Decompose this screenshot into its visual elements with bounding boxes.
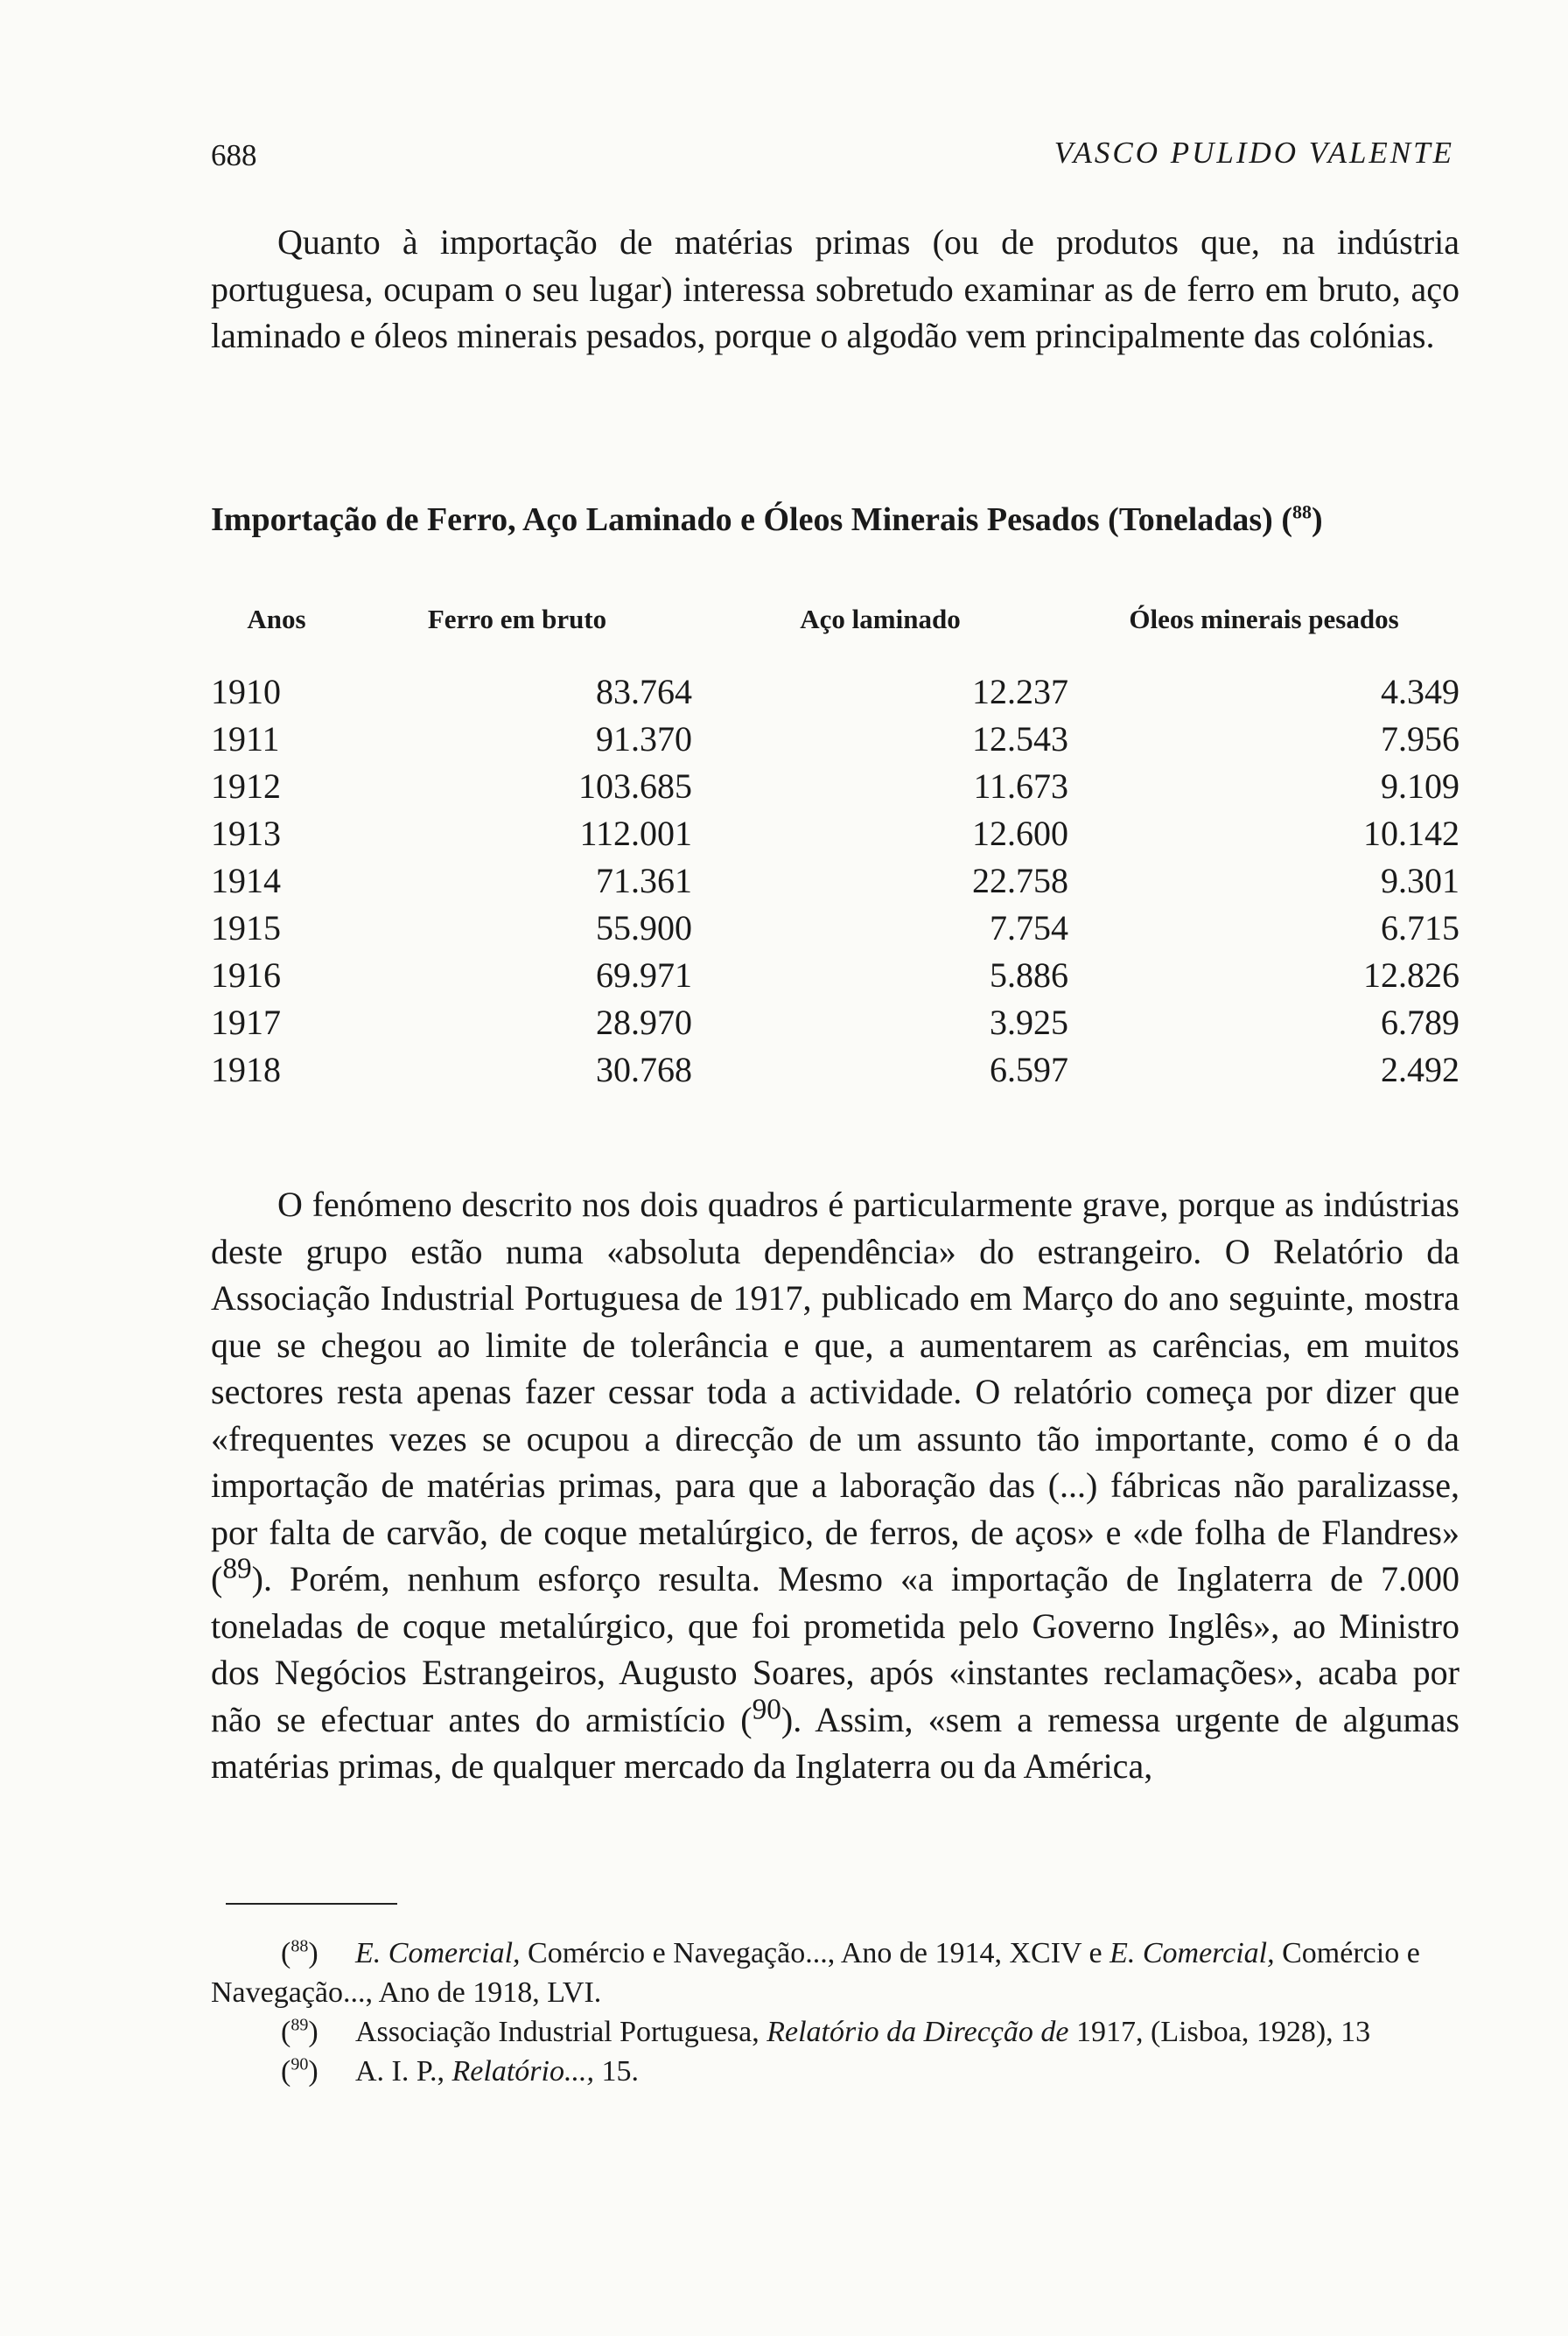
cell-aco: 5.886 [990, 955, 1068, 995]
cell-ferro: 55.900 [596, 908, 692, 948]
footnote-ref-89: 89 [222, 1552, 252, 1585]
cell-ferro: 91.370 [596, 719, 692, 759]
cell-ferro: 103.685 [578, 766, 692, 806]
footnote-text: Comércio e Navegação..., Ano de 1918, LVI. [211, 1937, 1420, 2009]
header-oleos: Óleos minerais pesados [1129, 604, 1399, 634]
cell-aco: 12.237 [972, 672, 1068, 711]
cell-oleos: 9.301 [1381, 861, 1460, 900]
table-row [211, 857, 1460, 905]
cell-oleos: 7.956 [1381, 719, 1460, 759]
cell-year: 1913 [211, 814, 281, 853]
footnote-text: A. I. P., [355, 2055, 452, 2088]
footnote-89 [211, 2012, 1471, 2052]
cell-ferro: 30.768 [596, 1050, 692, 1089]
cell-oleos: 12.826 [1363, 955, 1460, 995]
table-row [211, 763, 1460, 810]
footnote-text: 15. [593, 2055, 639, 2088]
cell-ferro: 112.001 [579, 814, 692, 853]
footnote-number: ($^{90}$) [281, 2054, 318, 2088]
cell-aco: 3.925 [990, 1003, 1068, 1042]
table-row [211, 668, 1460, 716]
cell-aco: 7.754 [990, 908, 1068, 948]
footnote-88 [211, 1934, 1471, 2012]
paragraph-intro: Quanto à importação de matérias primas (ou de produtos que, na indústria portuguesa, ocupam o seu lugar) interessa sobretudo examinar as de ferro em bruto, aço laminado e óleos minerais pesados, porque o algodão vem principalmente das colónias. [211, 222, 1460, 355]
header-aco: Aço laminado [800, 604, 961, 634]
table-row [211, 716, 1460, 763]
footnotes [211, 1934, 1471, 2091]
cell-aco: 12.600 [972, 814, 1068, 853]
footnote-text: 1917, (Lisboa, 1928), 13 [1068, 2016, 1371, 2048]
footnote-90 [211, 2052, 1471, 2091]
table-title: Importação de Ferro, Aço Laminado e Óleos Minerais Pesados (Toneladas) ($^{88}$) [211, 500, 1323, 538]
cell-year: 1918 [211, 1050, 281, 1089]
cell-oleos: 6.789 [1381, 1003, 1460, 1042]
cell-aco: 22.758 [972, 861, 1068, 900]
cell-year: 1917 [211, 1003, 281, 1042]
footnote-rule [226, 1903, 397, 1905]
footnote-italic: Relatório da Direcção de [766, 2016, 1069, 2048]
cell-oleos: 9.109 [1381, 766, 1460, 806]
cell-ferro: 28.970 [596, 1003, 692, 1042]
cell-oleos: 6.715 [1381, 908, 1460, 948]
paragraph-body-part1: O fenómeno descrito nos dois quadros é particularmente grave, porque as indústrias deste grupo estão numa «absoluta dependência» do estrangeiro. O Relatório da Associação Industrial Portuguesa de 1917, publicado em Março do ano seguinte, mostra que se chegou ao limite de tolerância e que, a aumentarem as carências, em muitos sectores resta apenas fazer cessar toda a actividade. O relatório começa por dizer que «frequentes vezes se ocupou a direcção de um assunto tão importante, como é o da importação de matérias primas, para que a laboração das (...) fábricas não paralizasse, por falta de carvão, de coque metalúrgico, de ferros, de aços» e «de folha de Flandres» [211, 1185, 1460, 1552]
cell-oleos: 2.492 [1381, 1050, 1460, 1089]
cell-year: 1912 [211, 766, 281, 806]
paragraph-body-part2: . Porém, nenhum esforço resulta. Mesmo «a importação de Inglaterra de 7.000 toneladas de coque metalúrgico, que foi prometida pelo Governo Inglês», ao Ministro dos Negócios Estrangeiros, Augusto Soares, após «instantes reclamações», acaba por não se efectuar antes do armistício [211, 1559, 1460, 1739]
cell-ferro: 71.361 [596, 861, 692, 900]
header-ferro: Ferro em bruto [427, 604, 607, 634]
paragraph-body-part3: . Assim, «sem a remessa urgente de algumas matérias primas, de qualquer mercado da Inglaterra ou da América, [211, 1699, 1460, 1786]
cell-year: 1916 [211, 955, 281, 995]
cell-aco: 12.543 [972, 719, 1068, 759]
cell-year: 1910 [211, 672, 281, 711]
cell-aco: 11.673 [973, 766, 1068, 806]
table-row [211, 1046, 1460, 1094]
paragraph-body: O fenómeno descrito nos dois quadros é particularmente grave, porque as indústrias deste grupo estão numa «absoluta dependência» do estrangeiro. O Relatório da Associação Industrial Portuguesa de 1917, publicado em Março do ano seguinte, mostra que se chegou ao limite de tolerância e que, a aumentarem as carências, em muitos sectores resta apenas fazer cessar toda a actividade. O relatório começa por dizer que «frequentes vezes se ocupou a direcção de um assunto tão importante, como é o da importação de matérias primas, para que a laboração das (...) fábricas não paralizasse, por falta de carvão, de coque metalúrgico, de ferros, de aços» e «de folha de Flandres» ($^{89}$). Porém, nenhum esforço resulta. Mesmo «a importação de Inglaterra de 7.000 toneladas de coque metalúrgico, que foi prometida pelo Governo Inglês», ao Ministro dos Negócios Estrangeiros, Augusto Soares, após «instantes reclamações», acaba por não se efectuar antes do armistício ($^{90}$). Assim, «sem a remessa urgente de algumas matérias primas, de qualquer mercado da Inglaterra ou da América, [211, 1185, 1460, 1786]
table-row [211, 952, 1460, 999]
cell-ferro: 69.971 [596, 955, 692, 995]
table-title-text: Importação de Ferro, Aço Laminado e Óleos Minerais Pesados (Toneladas) [211, 501, 1273, 538]
page-number: 688 [211, 138, 257, 172]
import-table [211, 604, 1460, 1094]
footnote-italic: Relatório..., [452, 2055, 594, 2088]
footnote-number: ($^{88}$) [281, 1936, 318, 1969]
running-head: VASCO PULIDO VALENTE [1054, 136, 1454, 170]
footnote-ref-90: 90 [752, 1693, 781, 1726]
table-row [211, 999, 1460, 1046]
header-anos: Anos [247, 604, 306, 634]
table-row [211, 810, 1460, 857]
cell-oleos: 4.349 [1381, 672, 1460, 711]
cell-oleos: 10.142 [1363, 814, 1460, 853]
footnote-number: ($^{89}$) [281, 2015, 318, 2048]
footnote-text: Comércio e Navegação..., Ano de 1914, XCIV e [520, 1937, 1110, 1969]
footnote-italic: E. Comercial, [1110, 1937, 1275, 1969]
cell-year: 1915 [211, 908, 281, 948]
footnote-italic: E. Comercial, [355, 1937, 521, 1969]
footnote-text: Associação Industrial Portuguesa, [355, 2016, 767, 2048]
cell-ferro: 83.764 [596, 672, 692, 711]
cell-aco: 6.597 [990, 1050, 1068, 1089]
cell-year: 1914 [211, 861, 281, 900]
table-header-row [211, 604, 1460, 668]
table-row [211, 905, 1460, 952]
table-title-ref: 88 [1292, 500, 1312, 523]
cell-year: 1911 [211, 719, 280, 759]
